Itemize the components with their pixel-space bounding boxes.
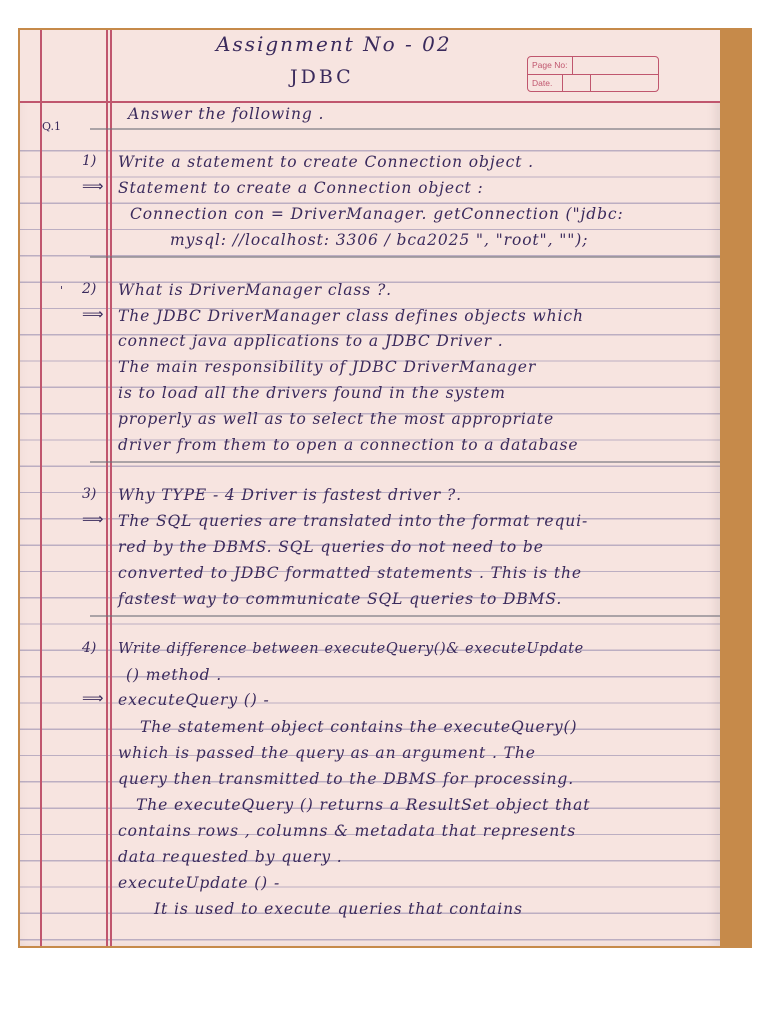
q1-answer-line: Connection con = DriverManager. getConnection ("jdbc: <box>130 205 624 223</box>
q3-answer-line: converted to JDBC formatted statements . This is the <box>118 564 582 582</box>
q1-answer-line: mysql: //localhost: 3306 / bca2025 ", "root", ""); <box>170 231 589 249</box>
q2-answer-line: properly as well as to select the most appropriate <box>118 410 555 428</box>
page-no-field <box>528 57 658 74</box>
separator-line <box>90 256 720 258</box>
q3-arrow-icon: ⟹ <box>82 510 104 528</box>
q3-answer-line: The SQL queries are translated into the format requi- <box>118 512 589 530</box>
margin-tick-mark: ' <box>60 284 64 297</box>
q4-question: Write difference between executeQuery()& executeUpdate <box>118 641 584 657</box>
margin-line-double-a <box>106 30 108 946</box>
q4-answer-line: data requested by query . <box>118 848 343 866</box>
separator-line <box>90 128 720 130</box>
assignment-subject: JDBC <box>290 66 354 88</box>
q4-answer-line: The statement object contains the executeQuery() <box>140 718 578 736</box>
q3-answer-line: fastest way to communicate SQL queries to DBMS. <box>118 590 563 608</box>
q4-answer-line: which is passed the query as an argument . The <box>118 744 536 762</box>
q1-answer-line: Statement to create a Connection object : <box>118 179 484 197</box>
question-label: Q.1 <box>42 120 61 133</box>
left-margin-line <box>40 30 42 946</box>
separator-line <box>90 461 720 463</box>
header-rule <box>20 101 720 103</box>
q2-arrow-icon: ⟹ <box>82 305 104 323</box>
date-label: Date. <box>532 78 553 88</box>
q2-answer-line: connect java applications to a JDBC Driver . <box>118 332 504 350</box>
q1-question: Write a statement to create Connection object . <box>118 153 534 171</box>
assignment-title: Assignment No - 02 <box>216 32 452 56</box>
instruction-text: Answer the following . <box>128 105 325 123</box>
q4-answer-line: contains rows , columns & metadata that represents <box>118 822 577 840</box>
margin-line-double-b <box>110 30 112 946</box>
q2-answer-line: The JDBC DriverManager class defines objects which <box>118 307 584 325</box>
q2-answer-line: driver from them to open a connection to a database <box>118 436 579 454</box>
notebook-page <box>20 30 720 946</box>
q1-number: 1) <box>82 153 97 169</box>
q1-arrow-icon: ⟹ <box>82 177 104 195</box>
separator-line <box>90 615 720 617</box>
q2-question: What is DriverManager class ?. <box>118 281 393 299</box>
q2-answer-line: is to load all the drivers found in the system <box>118 384 506 402</box>
q4-number: 4) <box>82 640 97 656</box>
q2-answer-line: The main responsibility of JDBC DriverManager <box>118 358 537 376</box>
q3-number: 3) <box>82 486 97 502</box>
q4-answer-line: The executeQuery () returns a ResultSet object that <box>136 796 591 814</box>
q3-answer-line: red by the DBMS. SQL queries do not need to be <box>118 538 544 556</box>
page-date-box <box>527 56 659 92</box>
q2-number: 2) <box>82 281 97 297</box>
q4-answer-line: executeQuery () - <box>118 691 270 709</box>
q4-arrow-icon: ⟹ <box>82 689 104 707</box>
date-field <box>528 74 658 92</box>
q4-answer-line: It is used to execute queries that contains <box>154 900 523 918</box>
q3-question: Why TYPE - 4 Driver is fastest driver ?. <box>118 486 462 504</box>
q4-answer-line: query then transmitted to the DBMS for processing. <box>118 770 575 788</box>
q4-answer-line: executeUpdate () - <box>118 874 281 892</box>
page-no-label: Page No: <box>532 60 568 70</box>
q4-question: () method . <box>126 666 223 684</box>
